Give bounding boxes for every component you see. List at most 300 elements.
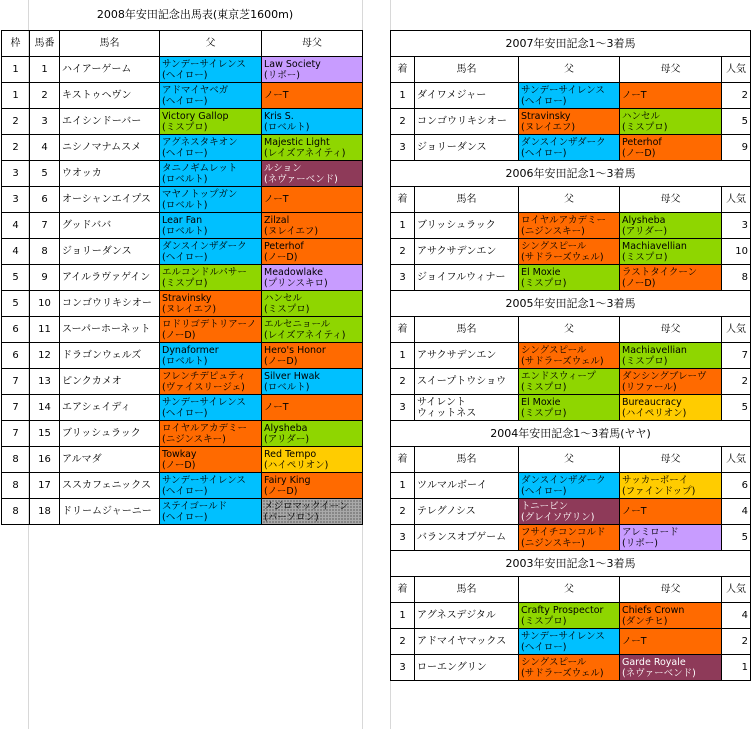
line-1: トニービン xyxy=(521,500,569,512)
sire-cell xyxy=(160,395,262,421)
popularity: 4 xyxy=(722,499,751,525)
horse-number: 8 xyxy=(30,239,60,265)
horse-name: ドラゴンウェルズ xyxy=(60,343,160,369)
line-1: ダンスインザダーク xyxy=(521,136,606,148)
header-pop: 人気 xyxy=(722,317,751,343)
table-row xyxy=(391,265,751,291)
line-1: ノーT xyxy=(264,90,289,101)
line-2: (サドラーズウェル) xyxy=(521,251,604,263)
bms-cell xyxy=(262,135,363,161)
line-1: マヤノトップガン xyxy=(162,188,238,200)
line-2: (ヘイロー) xyxy=(521,641,567,653)
sire-cell xyxy=(519,83,620,109)
bms-cell xyxy=(620,629,722,655)
horse-number: 1 xyxy=(30,57,60,83)
line-1: ノーT xyxy=(264,402,289,413)
line-2: (ダンチヒ) xyxy=(622,615,668,627)
line-1: サンデーサイレンス xyxy=(162,396,246,408)
line-2: (ミスプロ) xyxy=(622,121,668,133)
sire-cell xyxy=(160,421,262,447)
bms-cell xyxy=(262,57,363,83)
line-2: (ミスプロ) xyxy=(264,303,310,315)
line-1: アドマイヤベガ xyxy=(162,84,229,96)
horse-number: 7 xyxy=(30,213,60,239)
bms-cell xyxy=(620,265,722,291)
sire-cell xyxy=(519,343,620,369)
line-2: (ネヴァーベンド) xyxy=(622,667,696,679)
line-1: Machiavellian xyxy=(622,240,687,252)
line-1: Crafty Prospector xyxy=(521,604,604,616)
line-2: (ミスプロ) xyxy=(521,615,567,627)
waku-cell: 3 xyxy=(2,161,30,187)
line-1: Hero's Honor xyxy=(264,344,326,356)
header-sire: 父 xyxy=(519,317,620,343)
section-title: 2005年安田記念1～3着馬 xyxy=(391,291,751,317)
line-2: (ネヴァーベンド) xyxy=(264,173,338,185)
horse-name: ジョリーダンス xyxy=(415,135,519,161)
line-2: (ミスプロ) xyxy=(521,277,567,289)
table-row xyxy=(391,603,751,629)
table-row xyxy=(391,239,751,265)
bms-cell xyxy=(620,603,722,629)
line-1: シングスピール xyxy=(521,656,587,668)
line-2: (ヘイロー) xyxy=(162,511,208,523)
header-pos: 着 xyxy=(391,187,415,213)
table-row xyxy=(2,369,363,395)
bms-cell xyxy=(262,83,363,109)
line-2: (ロベルト) xyxy=(264,381,310,393)
line-1: Peterhof xyxy=(622,136,662,148)
sire-cell xyxy=(160,239,262,265)
line-1: El Moxie xyxy=(521,396,561,408)
sire-cell xyxy=(519,499,620,525)
waku-cell: 2 xyxy=(2,109,30,135)
line-1: メジロマックイーン xyxy=(264,500,349,512)
entry-table xyxy=(1,30,363,525)
horse-number: 12 xyxy=(30,343,60,369)
finish-position: 1 xyxy=(391,213,415,239)
finish-position: 2 xyxy=(391,239,415,265)
finish-position: 2 xyxy=(391,499,415,525)
line-1: アグネスタキオン xyxy=(162,136,238,148)
table-row xyxy=(391,629,751,655)
table-row xyxy=(2,109,363,135)
sire-cell xyxy=(160,473,262,499)
header-sire: 父 xyxy=(519,447,620,473)
line-2: (リボー) xyxy=(264,69,300,81)
table-row xyxy=(391,473,751,499)
header-sire: 父 xyxy=(160,31,262,57)
finish-position: 1 xyxy=(391,83,415,109)
table-row xyxy=(2,317,363,343)
line-1: ノーT xyxy=(264,194,289,205)
bms-cell xyxy=(262,109,363,135)
line-1: ノーT xyxy=(622,636,647,647)
bms-cell xyxy=(262,447,363,473)
horse-name: ハイアーゲーム xyxy=(60,57,160,83)
popularity: 5 xyxy=(722,525,751,551)
header-pop: 人気 xyxy=(722,57,751,83)
line-2: (プリンスキロ) xyxy=(264,277,328,289)
line-1: ノーT xyxy=(622,90,647,101)
header-pop: 人気 xyxy=(722,577,751,603)
horse-name: エイシンドーバー xyxy=(60,109,160,135)
sire-cell xyxy=(160,83,262,109)
sire-cell xyxy=(160,499,262,525)
sire-cell xyxy=(519,135,620,161)
line-2: (アリダー) xyxy=(264,433,310,445)
horse-name: スーパーホーネット xyxy=(60,317,160,343)
horse-name: アイルラヴァゲイン xyxy=(60,265,160,291)
line-2: (ヘイロー) xyxy=(162,251,208,263)
line-2: (ファインドップ) xyxy=(622,485,696,497)
main-title: 2008年安田記念出馬表(東京芝1600m) xyxy=(96,8,294,21)
sire-cell xyxy=(160,213,262,239)
waku-cell: 8 xyxy=(2,473,30,499)
section-title-row xyxy=(391,31,751,57)
popularity: 8 xyxy=(722,265,751,291)
line-2: (ヘイロー) xyxy=(162,69,208,81)
bms-cell xyxy=(262,369,363,395)
line-1: サンデーサイレンス xyxy=(162,58,246,70)
line-2: (ハイペリオン) xyxy=(622,407,687,419)
header-pos: 着 xyxy=(391,447,415,473)
bms-cell xyxy=(262,161,363,187)
line-1: Bureaucracy xyxy=(622,396,682,408)
line-2: (ニジンスキー) xyxy=(162,433,226,445)
table-row xyxy=(2,473,363,499)
line-2: (ノーD) xyxy=(264,355,298,367)
popularity: 2 xyxy=(722,369,751,395)
line-2: (ヘイロー) xyxy=(162,485,208,497)
section-title-row xyxy=(391,161,751,187)
horse-name: ジョイフルウィナー xyxy=(415,265,519,291)
horse-number: 16 xyxy=(30,447,60,473)
line-2: (ノーD) xyxy=(264,485,298,497)
horse-name: テレグノシス xyxy=(415,499,519,525)
horse-number: 13 xyxy=(30,369,60,395)
line-1: ルション xyxy=(264,162,302,174)
header-name: 馬名 xyxy=(415,57,519,83)
waku-cell: 2 xyxy=(2,135,30,161)
header-bms: 母父 xyxy=(620,57,722,83)
horse-name: ブリッシュラック xyxy=(60,421,160,447)
bms-cell xyxy=(620,213,722,239)
table-row xyxy=(2,213,363,239)
popularity: 4 xyxy=(722,603,751,629)
sire-cell xyxy=(519,629,620,655)
popularity: 1 xyxy=(722,655,751,681)
header-pos: 着 xyxy=(391,577,415,603)
section-title: 2004年安田記念1～3着馬(ヤヤ) xyxy=(391,421,751,447)
horse-name: オーシャンエイプス xyxy=(60,187,160,213)
popularity: 2 xyxy=(722,629,751,655)
bms-cell xyxy=(620,525,722,551)
line-2: (ヴァイスリージェ) xyxy=(162,381,245,393)
line-1: Alysheba xyxy=(622,214,666,226)
header-num: 馬番 xyxy=(30,31,60,57)
sire-cell xyxy=(519,109,620,135)
horse-name: コンゴウリキシオー xyxy=(415,109,519,135)
section-header-row xyxy=(391,317,751,343)
line-2: (ニジンスキー) xyxy=(521,225,585,237)
line-1: Chiefs Crown xyxy=(622,604,685,616)
header-pos: 着 xyxy=(391,57,415,83)
table-row xyxy=(391,83,751,109)
header-pos: 着 xyxy=(391,317,415,343)
header-name: 馬名 xyxy=(415,317,519,343)
finish-position: 1 xyxy=(391,603,415,629)
waku-cell: 7 xyxy=(2,421,30,447)
section-title-row xyxy=(391,551,751,577)
horse-name: ダイワメジャー xyxy=(415,83,519,109)
line-1: ダンシングブレーヴ xyxy=(622,370,707,382)
header-pop: 人気 xyxy=(722,187,751,213)
horse-number: 9 xyxy=(30,265,60,291)
line-1: フレンチデピュティ xyxy=(162,370,247,382)
horse-name: ブリッシュラック xyxy=(415,213,519,239)
popularity: 6 xyxy=(722,473,751,499)
line-1: ダンスインザダーク xyxy=(521,474,606,486)
waku-cell: 8 xyxy=(2,447,30,473)
line-1: エルコンドルパサー xyxy=(162,266,247,278)
table-row xyxy=(2,499,363,525)
header-bms: 母父 xyxy=(620,317,722,343)
bms-cell xyxy=(262,395,363,421)
bms-cell xyxy=(262,343,363,369)
waku-cell: 5 xyxy=(2,265,30,291)
popularity: 2 xyxy=(722,83,751,109)
line-2: (ミスプロ) xyxy=(521,407,567,419)
horse-name: グッドババ xyxy=(60,213,160,239)
finish-position: 1 xyxy=(391,343,415,369)
horse-name: キストゥヘヴン xyxy=(60,83,160,109)
line-2: (ヌレイエフ) xyxy=(264,225,319,237)
waku-cell: 1 xyxy=(2,83,30,109)
line-1: フサイチコンコルド xyxy=(521,526,606,538)
line-1: El Moxie xyxy=(521,266,561,278)
horse-number: 6 xyxy=(30,187,60,213)
horse-number: 10 xyxy=(30,291,60,317)
line-1: Dynaformer xyxy=(162,344,219,356)
line-1: Lear Fan xyxy=(162,214,203,226)
line-2: (ヘイロー) xyxy=(162,407,208,419)
horse-name: アルマダ xyxy=(60,447,160,473)
line-1: タニノギムレット xyxy=(162,162,238,174)
line-1: エルセニョール xyxy=(264,318,331,330)
header-bms: 母父 xyxy=(620,447,722,473)
horse-name: ドリームジャーニー xyxy=(60,499,160,525)
horse-name: スイープトウショウ xyxy=(415,369,519,395)
line-2: (ミスプロ) xyxy=(622,355,668,367)
line-1: シングスピール xyxy=(521,344,587,356)
header-sire: 父 xyxy=(519,187,620,213)
line-1: ラストタイクーン xyxy=(622,266,698,278)
line-1: ロイヤルアカデミー xyxy=(521,214,607,226)
line-1: Majestic Light xyxy=(264,136,330,148)
table-row xyxy=(391,499,751,525)
waku-cell: 4 xyxy=(2,239,30,265)
bms-cell xyxy=(262,421,363,447)
header-name: 馬名 xyxy=(415,447,519,473)
line-1: ノーT xyxy=(622,506,647,517)
line-1: Silver Hwak xyxy=(264,370,320,382)
line-2: (サドラーズウェル) xyxy=(521,667,604,679)
line-2: (ノーD) xyxy=(264,251,298,263)
line-1: エンドスウィープ xyxy=(521,370,596,382)
horse-number: 3 xyxy=(30,109,60,135)
section-header-row xyxy=(391,577,751,603)
table-row xyxy=(2,265,363,291)
line-1: サンデーサイレンス xyxy=(521,630,605,642)
line-1: サッカーボーイ xyxy=(622,474,689,486)
waku-cell: 3 xyxy=(2,187,30,213)
sire-cell xyxy=(160,135,262,161)
table-row xyxy=(2,57,363,83)
line-2: (ロベルト) xyxy=(264,121,310,133)
horse-name: ウオッカ xyxy=(60,161,160,187)
waku-cell: 6 xyxy=(2,343,30,369)
table-row xyxy=(391,213,751,239)
bms-cell xyxy=(620,83,722,109)
line-2: (ノーD) xyxy=(622,147,656,159)
bms-cell xyxy=(262,239,363,265)
bms-cell xyxy=(620,135,722,161)
header-bms: 母父 xyxy=(620,577,722,603)
line-2: (ヘイロー) xyxy=(521,95,567,107)
finish-position: 2 xyxy=(391,369,415,395)
line-2: (レイズアネイティ) xyxy=(264,329,346,341)
line-1: Towkay xyxy=(162,448,197,460)
table-row xyxy=(2,343,363,369)
table-row xyxy=(391,525,751,551)
finish-position: 3 xyxy=(391,135,415,161)
section-title: 2007年安田記念1～3着馬 xyxy=(391,31,751,57)
table-row xyxy=(2,239,363,265)
section-header-row xyxy=(391,447,751,473)
popularity: 7 xyxy=(722,343,751,369)
header-name: 馬名 xyxy=(60,31,160,57)
popularity: 10 xyxy=(722,239,751,265)
line-2: (サドラーズウェル) xyxy=(521,355,604,367)
header-name: 馬名 xyxy=(415,187,519,213)
line-1: ハンセル xyxy=(622,110,661,122)
bms-cell xyxy=(262,213,363,239)
table-row xyxy=(391,109,751,135)
table-row xyxy=(2,291,363,317)
line-2: (リボー) xyxy=(622,537,658,549)
finish-position: 3 xyxy=(391,655,415,681)
line-1: Zilzal xyxy=(264,214,290,226)
finish-position: 3 xyxy=(391,525,415,551)
line-2: (レイズアネイティ) xyxy=(264,147,346,159)
line-1: Victory Gallop xyxy=(162,110,229,122)
finish-position: 1 xyxy=(391,473,415,499)
horse-name: コンゴウリキシオー xyxy=(60,291,160,317)
line-2: (ヘイロー) xyxy=(162,95,208,107)
line-1: サンデーサイレンス xyxy=(521,84,605,96)
table-row xyxy=(2,421,363,447)
header-sire: 父 xyxy=(519,577,620,603)
line-2: (ノーD) xyxy=(162,459,196,471)
horse-name: ピンクカメオ xyxy=(60,369,160,395)
past-results-table xyxy=(390,30,751,681)
sire-cell xyxy=(519,213,620,239)
sire-cell xyxy=(519,525,620,551)
section-header-row xyxy=(391,57,751,83)
horse-number: 17 xyxy=(30,473,60,499)
table-row xyxy=(391,395,751,421)
line-1: Law Society xyxy=(264,58,321,70)
popularity: 9 xyxy=(722,135,751,161)
header-bms: 母父 xyxy=(262,31,363,57)
line-2: (ヌレイエフ) xyxy=(162,303,217,315)
sire-cell xyxy=(160,187,262,213)
horse-name: バランスオブゲーム xyxy=(415,525,519,551)
line-2: (ノーD) xyxy=(162,329,196,341)
line-2: (ミスプロ) xyxy=(622,251,668,263)
bms-cell xyxy=(620,369,722,395)
waku-cell: 1 xyxy=(2,57,30,83)
line-1: Fairy King xyxy=(264,474,311,486)
horse-name xyxy=(415,395,519,421)
line-2: ウィットネス xyxy=(417,407,477,419)
finish-position: 3 xyxy=(391,395,415,421)
popularity: 3 xyxy=(722,213,751,239)
waku-cell: 7 xyxy=(2,395,30,421)
bms-cell xyxy=(620,109,722,135)
horse-number: 14 xyxy=(30,395,60,421)
line-1: Stravinsky xyxy=(521,110,571,122)
line-2: (ヘイロー) xyxy=(521,485,567,497)
horse-name: アサクサデンエン xyxy=(415,343,519,369)
sire-cell xyxy=(519,265,620,291)
bms-cell xyxy=(620,499,722,525)
table-row xyxy=(391,369,751,395)
header-waku: 枠 xyxy=(2,31,30,57)
horse-number: 4 xyxy=(30,135,60,161)
sire-cell xyxy=(160,109,262,135)
line-2: (パーソロン) xyxy=(264,511,319,523)
sire-cell xyxy=(519,655,620,681)
line-2: (ロベルト) xyxy=(162,199,208,211)
table-row xyxy=(2,161,363,187)
bms-cell xyxy=(620,655,722,681)
header-sire: 父 xyxy=(519,57,620,83)
header-bms: 母父 xyxy=(620,187,722,213)
header-pop: 人気 xyxy=(722,447,751,473)
table-row xyxy=(2,83,363,109)
header-name: 馬名 xyxy=(415,577,519,603)
table-row xyxy=(2,187,363,213)
horse-name: ニシノマナムスメ xyxy=(60,135,160,161)
line-2: (ニジンスキー) xyxy=(521,537,585,549)
waku-cell: 8 xyxy=(2,499,30,525)
line-1: アレミロード xyxy=(622,526,679,538)
sire-cell xyxy=(160,343,262,369)
horse-number: 5 xyxy=(30,161,60,187)
bms-cell xyxy=(262,473,363,499)
sire-cell xyxy=(519,603,620,629)
line-1: Peterhof xyxy=(264,240,304,252)
line-2: (ロベルト) xyxy=(162,355,208,367)
sire-cell xyxy=(160,317,262,343)
line-1: Machiavellian xyxy=(622,344,687,356)
horse-number: 11 xyxy=(30,317,60,343)
line-1: Stravinsky xyxy=(162,292,212,304)
line-1: Alysheba xyxy=(264,422,308,434)
line-2: (ロベルト) xyxy=(162,225,208,237)
